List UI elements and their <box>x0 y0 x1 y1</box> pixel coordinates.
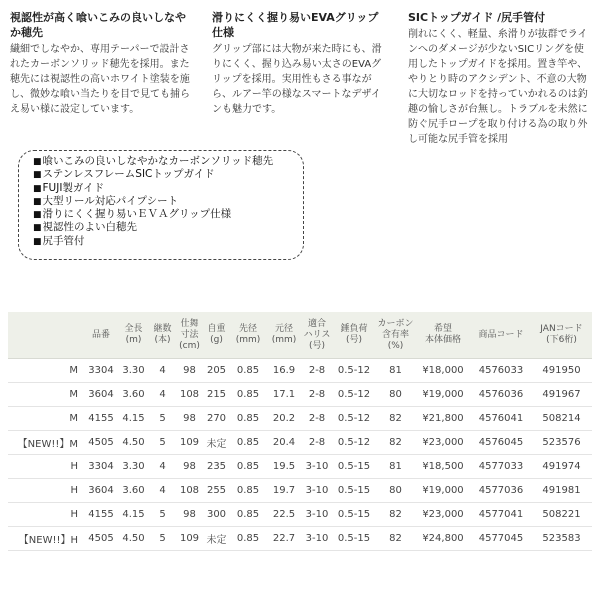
spec-cell: 4 <box>149 359 176 383</box>
spec-table-header-row <box>8 312 592 359</box>
model-name-cell: M <box>8 407 84 431</box>
spec-cell: 205 <box>203 359 230 383</box>
feature-list-item: ■ ステンレスフレームSICトップガイド <box>33 168 293 181</box>
spec-cell: 5 <box>149 431 176 455</box>
model-name-cell: 【NEW!!】M <box>8 431 84 455</box>
spec-column-header: 錘負荷 (号) <box>332 312 376 359</box>
table-row <box>8 407 592 431</box>
spec-column-header: 継数 (本) <box>149 312 176 359</box>
spec-cell: 4576033 <box>471 359 531 383</box>
spec-cell: 20.2 <box>266 407 302 431</box>
spec-cell: 3604 <box>84 479 118 503</box>
spec-cell: 300 <box>203 503 230 527</box>
spec-cell: 4576041 <box>471 407 531 431</box>
spec-cell: 270 <box>203 407 230 431</box>
spec-cell: 109 <box>176 527 203 551</box>
spec-cell: 235 <box>203 455 230 479</box>
table-row <box>8 479 592 503</box>
spec-cell: 0.85 <box>230 479 266 503</box>
feature-description: グリップ部には大物が来た時にも、滑りにくく、握り込み易い太さのEVAグリップを採用。実用性もさる事ながら、ルアー竿の様なスマートなデザインも魅力です。 <box>212 44 382 115</box>
spec-cell: 0.85 <box>230 431 266 455</box>
spec-column-header: 希望 本体価格 <box>415 312 471 359</box>
spec-cell: 4505 <box>84 527 118 551</box>
spec-cell: 508214 <box>531 407 592 431</box>
spec-cell: 98 <box>176 407 203 431</box>
feature-list <box>33 155 293 248</box>
spec-cell: 4577041 <box>471 503 531 527</box>
table-row <box>8 503 592 527</box>
spec-cell: 523583 <box>531 527 592 551</box>
table-row <box>8 359 592 383</box>
spec-cell: 3604 <box>84 383 118 407</box>
spec-cell: 0.5-15 <box>332 527 376 551</box>
spec-cell: 0.5-12 <box>332 407 376 431</box>
spec-cell: 22.7 <box>266 527 302 551</box>
spec-cell: 4.50 <box>118 431 149 455</box>
spec-cell: 3-10 <box>302 503 332 527</box>
spec-cell: ¥23,000 <box>415 503 471 527</box>
model-name-cell: M <box>8 383 84 407</box>
spec-cell: 491950 <box>531 359 592 383</box>
feature-list-item: ■ 視認性のよい白穂先 <box>33 221 293 234</box>
spec-cell: 未定 <box>203 527 230 551</box>
feature-description: 繊細でしなやか、専用テーパーで設計されたカーボンソリッド穂先を採用。また穂先には視認性の高いホワイト塗装を施し、微妙な喰い当たりを目で見ても捕らえ易い様に設定しています。 <box>10 44 190 115</box>
spec-cell: 4155 <box>84 407 118 431</box>
spec-cell: 5 <box>149 527 176 551</box>
spec-cell: 4.15 <box>118 407 149 431</box>
feature-title: 視認性が高く喰いこみの良いしなやか穂先 <box>10 11 186 39</box>
spec-cell: 98 <box>176 503 203 527</box>
spec-column-header: 元径 (mm) <box>266 312 302 359</box>
spec-cell: 4576045 <box>471 431 531 455</box>
spec-cell: 20.4 <box>266 431 302 455</box>
spec-column-header: 全長 (m) <box>118 312 149 359</box>
feature-list-item: ■ 尻手管付 <box>33 235 293 248</box>
spec-cell: ¥23,000 <box>415 431 471 455</box>
spec-column-header: 自重 (g) <box>203 312 230 359</box>
spec-cell: 3304 <box>84 359 118 383</box>
spec-cell: 3-10 <box>302 527 332 551</box>
spec-cell: 2-8 <box>302 383 332 407</box>
spec-cell: ¥18,000 <box>415 359 471 383</box>
model-name-cell: H <box>8 503 84 527</box>
spec-cell: 98 <box>176 455 203 479</box>
spec-cell: 2-8 <box>302 431 332 455</box>
spec-column-header: 品番 <box>84 312 118 359</box>
spec-cell: 0.5-15 <box>332 503 376 527</box>
feature-column-tip <box>10 10 190 117</box>
spec-cell: ¥19,000 <box>415 383 471 407</box>
spec-cell: 81 <box>376 359 415 383</box>
spec-cell: 3304 <box>84 455 118 479</box>
model-name-cell: 【NEW!!】H <box>8 527 84 551</box>
spec-column-header: 適合 ハリス (号) <box>302 312 332 359</box>
spec-cell: 0.5-15 <box>332 455 376 479</box>
spec-cell: 0.85 <box>230 359 266 383</box>
spec-column-header: 先径 (mm) <box>230 312 266 359</box>
spec-cell: 82 <box>376 503 415 527</box>
table-row <box>8 455 592 479</box>
spec-cell: 81 <box>376 455 415 479</box>
table-row <box>8 527 592 551</box>
feature-description: 削れにくく、軽量、糸滑りが抜群でラインへのダメージが少ないSICリングを使用したトップガイドを採用。置き竿や、やりとり時のアクシデント、不意の大物に大切なロッドを持っていかれるのは釣趣の愉しさが台無し。トラブルを未然に防ぐ尻手ロープを取り付ける為の取り外し可能な尻手管を採用 <box>408 29 588 145</box>
feature-column-guide <box>408 10 593 147</box>
spec-cell: 0.85 <box>230 383 266 407</box>
spec-column-header: 仕舞 寸法 (cm) <box>176 312 203 359</box>
spec-cell: 4.50 <box>118 527 149 551</box>
spec-column-header <box>8 312 84 359</box>
spec-cell: 0.5-12 <box>332 431 376 455</box>
spec-column-header: JANコード (下6桁) <box>531 312 592 359</box>
spec-cell: 4.15 <box>118 503 149 527</box>
model-name-cell: H <box>8 479 84 503</box>
spec-cell: 4577036 <box>471 479 531 503</box>
spec-column-header: カーボン 含有率 (%) <box>376 312 415 359</box>
spec-cell: 3-10 <box>302 479 332 503</box>
spec-cell: 5 <box>149 503 176 527</box>
spec-cell: 0.85 <box>230 407 266 431</box>
spec-cell: 491981 <box>531 479 592 503</box>
table-row <box>8 431 592 455</box>
model-name-cell: M <box>8 359 84 383</box>
spec-cell: 19.7 <box>266 479 302 503</box>
feature-column-grip <box>212 10 387 117</box>
spec-cell: 108 <box>176 383 203 407</box>
spec-cell: 80 <box>376 383 415 407</box>
spec-cell: 3.60 <box>118 479 149 503</box>
spec-cell: 80 <box>376 479 415 503</box>
spec-cell: 4155 <box>84 503 118 527</box>
spec-cell: 22.5 <box>266 503 302 527</box>
feature-list-item: ■ FUJI製ガイド <box>33 182 293 195</box>
spec-cell: 4 <box>149 383 176 407</box>
feature-summary-box <box>18 150 304 260</box>
spec-cell: 82 <box>376 407 415 431</box>
spec-cell: 3.60 <box>118 383 149 407</box>
spec-cell: 109 <box>176 431 203 455</box>
spec-cell: 98 <box>176 359 203 383</box>
feature-list-item: ■ 喰いこみの良いしなやかなカーボンソリッド穂先 <box>33 155 293 168</box>
spec-cell: 2-8 <box>302 407 332 431</box>
spec-cell: 523576 <box>531 431 592 455</box>
spec-cell: 19.5 <box>266 455 302 479</box>
spec-cell: ¥24,800 <box>415 527 471 551</box>
spec-cell: 0.5-12 <box>332 359 376 383</box>
spec-cell: 17.1 <box>266 383 302 407</box>
feature-title: SICトップガイド /尻手管付 <box>408 11 546 24</box>
spec-cell: ¥19,000 <box>415 479 471 503</box>
spec-cell: 82 <box>376 527 415 551</box>
spec-cell: 508221 <box>531 503 592 527</box>
spec-column-header: 商品コード <box>471 312 531 359</box>
spec-cell: 4 <box>149 479 176 503</box>
spec-cell: 0.85 <box>230 503 266 527</box>
spec-cell: 0.85 <box>230 455 266 479</box>
spec-cell: 82 <box>376 431 415 455</box>
spec-cell: 4576036 <box>471 383 531 407</box>
spec-cell: 215 <box>203 383 230 407</box>
spec-cell: 0.5-12 <box>332 383 376 407</box>
spec-cell: 0.85 <box>230 527 266 551</box>
model-name-cell: H <box>8 455 84 479</box>
spec-cell: 4577033 <box>471 455 531 479</box>
spec-cell: 4505 <box>84 431 118 455</box>
spec-cell: 16.9 <box>266 359 302 383</box>
spec-cell: 5 <box>149 407 176 431</box>
spec-cell: 491974 <box>531 455 592 479</box>
spec-cell: 4 <box>149 455 176 479</box>
spec-cell: 2-8 <box>302 359 332 383</box>
spec-cell: 0.5-15 <box>332 479 376 503</box>
spec-cell: 3.30 <box>118 359 149 383</box>
spec-cell: ¥21,800 <box>415 407 471 431</box>
feature-list-item: ■ 滑りにくく握り易いＥＶＡグリップ仕様 <box>33 208 293 221</box>
spec-table <box>8 312 592 551</box>
spec-cell: 255 <box>203 479 230 503</box>
spec-cell: 491967 <box>531 383 592 407</box>
spec-cell: 未定 <box>203 431 230 455</box>
spec-cell: ¥18,500 <box>415 455 471 479</box>
spec-cell: 108 <box>176 479 203 503</box>
spec-cell: 4577045 <box>471 527 531 551</box>
feature-title: 滑りにくく握り易いEVAグリップ仕様 <box>212 11 379 39</box>
spec-cell: 3.30 <box>118 455 149 479</box>
spec-cell: 3-10 <box>302 455 332 479</box>
feature-list-item: ■ 大型リール対応パイプシート <box>33 195 293 208</box>
table-row <box>8 383 592 407</box>
